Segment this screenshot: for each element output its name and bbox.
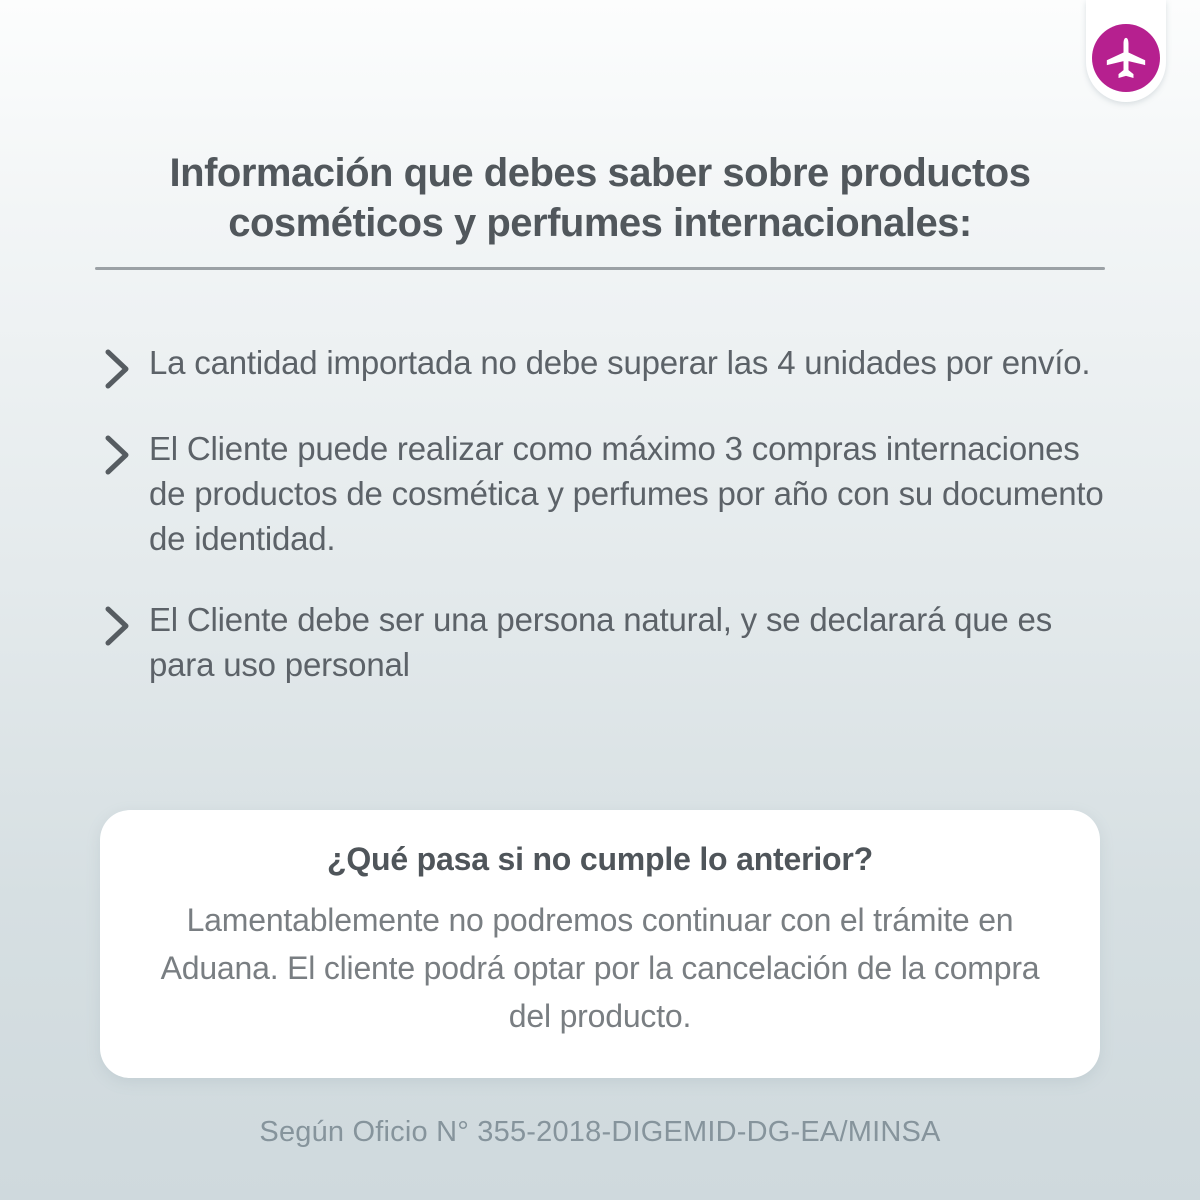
card-body: Lamentablemente no podremos continuar con el trámite en Aduana. El cliente podrá optar por la cancelación de la compra del producto. (160, 902, 1040, 1034)
header (0, 148, 1200, 248)
chevron-right-icon (100, 605, 134, 647)
bullet-item (0, 426, 1200, 561)
bullet-text: El Cliente debe ser una persona natural, y se declarará que es para uso personal (149, 601, 1052, 683)
footer-note: Según Oficio N° 355-2018-DIGEMID-DG-EA/MINSA (259, 1116, 941, 1148)
brand-ribbon (1086, 0, 1166, 102)
chevron-right-icon (100, 434, 134, 476)
bullet-list (0, 340, 1200, 723)
card-title: ¿Qué pasa si no cumple lo anterior? (326, 841, 873, 877)
title-divider (95, 267, 1105, 270)
bullet-text: El Cliente puede realizar como máximo 3 compras internaciones de productos de cosmética y perfumes por año con su documento de identidad. (149, 430, 1104, 557)
page-title: Información que debes saber sobre productos cosméticos y perfumes internacionales: (169, 151, 1031, 245)
bullet-item (0, 340, 1200, 390)
bullet-item (0, 597, 1200, 687)
bullet-text: La cantidad importada no debe superar las 4 unidades por envío. (149, 344, 1091, 381)
airplane-icon (1092, 24, 1160, 92)
info-card (100, 810, 1100, 1078)
chevron-right-icon (100, 348, 134, 390)
